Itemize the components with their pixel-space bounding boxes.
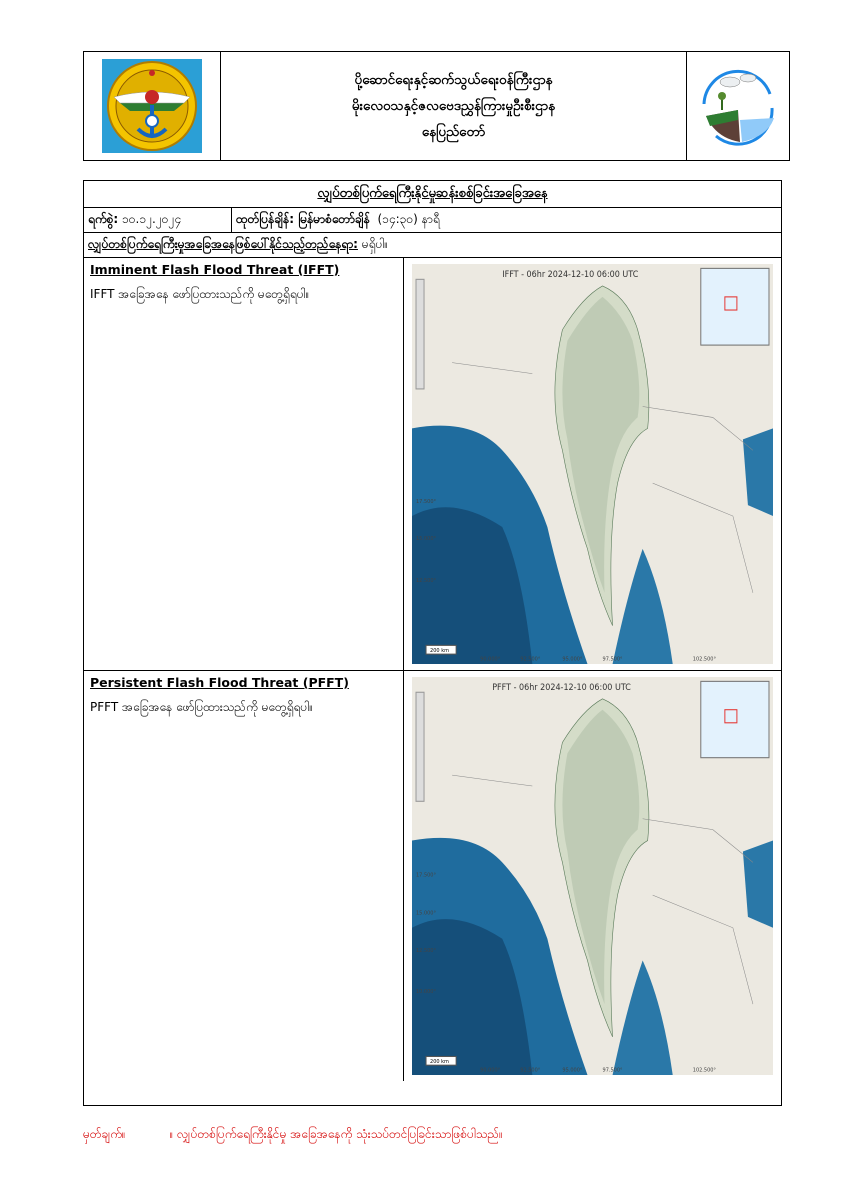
pfft-lon-label: 92.500° xyxy=(520,1067,541,1074)
letterhead xyxy=(83,51,790,161)
pfft-scale-bar: 200 km xyxy=(430,1058,449,1066)
ministry-emblem-icon xyxy=(100,57,204,155)
pfft-description: PFFT အခြေအနေ ဖော်ပြထားသည်ကို မတွေ့ရှိရပါ။ xyxy=(90,700,313,714)
ifft-text-cell xyxy=(84,258,404,670)
pfft-text-cell xyxy=(84,671,404,1081)
ifft-map-caption: IFFT - 06hr 2024-12-10 06:00 UTC xyxy=(502,268,639,280)
pfft-lon-label: 90.000° xyxy=(480,1067,501,1074)
bulletin-title: လျှပ်တစ်ပြက်ရေကြီးနိုင်မှုဆန်းစစ်ခြင်းအခြေအနေ xyxy=(84,181,781,208)
footnote-text: ။ လျှပ်တစ်ပြက်ရေကြီးနိုင်မှု အခြေအနေကို သုံးသပ်တင်ပြခြင်းသာဖြစ်ပါသည်။ xyxy=(169,1127,503,1141)
department-name: မိုးလေဝသနှင့်ဇလဗေဒညွှန်ကြားမှုဦးစီးဌာန xyxy=(351,98,556,114)
date-label: ရက်စွဲ: xyxy=(88,212,119,226)
date-cell xyxy=(84,208,232,232)
ifft-map-cell xyxy=(404,258,781,670)
issue-time-cell xyxy=(232,211,781,229)
ministry-logo-cell xyxy=(84,52,221,160)
ifft-panel xyxy=(84,258,781,671)
pfft-lon-label: 95.000° xyxy=(562,1067,583,1074)
pfft-heading: Persistent Flash Flood Threat (PFFT) xyxy=(90,675,349,690)
ministry-name: ပို့ဆောင်ရေးနှင့်ဆက်သွယ်ရေးဝန်ကြီးဌာန xyxy=(354,72,553,88)
pfft-lon-label: 102.500° xyxy=(692,1067,716,1074)
water-cycle-emblem-icon xyxy=(696,64,780,148)
pfft-panel xyxy=(84,671,781,1081)
ifft-map[interactable] xyxy=(412,264,773,664)
footnote xyxy=(83,1126,503,1144)
pfft-map-cell xyxy=(404,671,781,1081)
location-value: မရှိပါ။ xyxy=(361,237,389,251)
ifft-lon-label: 92.500° xyxy=(520,656,541,663)
pfft-map-caption: PFFT - 06hr 2024-12-10 06:00 UTC xyxy=(492,681,631,693)
date-value: ၁၀.၁၂.၂၀၂၄ xyxy=(122,212,182,226)
ifft-lon-label: 102.500° xyxy=(692,656,717,663)
ifft-scale-bar: 200 km xyxy=(430,647,450,655)
pfft-lon-label: 97.500° xyxy=(602,1067,623,1074)
pfft-map[interactable] xyxy=(412,677,773,1075)
pfft-lat-label: 17.500° xyxy=(416,872,436,879)
location-row xyxy=(84,233,781,258)
pfft-lat-label: 12.500° xyxy=(416,947,436,954)
ifft-lon-label: 97.500° xyxy=(602,656,623,663)
footnote-label: မှတ်ချက်။ xyxy=(83,1127,126,1141)
pfft-lat-label: 15.000° xyxy=(416,910,436,917)
location-label: လျှပ်တစ်ပြက်ရေကြီးမှုအခြေအနေဖြစ်ပေါ်နိုင်သည့်တည်နေရာ: xyxy=(88,237,358,251)
letterhead-title xyxy=(221,52,686,160)
ifft-lon-label: 90.000° xyxy=(480,656,501,663)
flash-flood-bulletin xyxy=(83,180,782,1106)
bulletin-meta-row xyxy=(84,208,781,233)
ifft-lat-label: 12.500° xyxy=(416,577,437,584)
pfft-lat-label: 10.000° xyxy=(416,989,436,996)
ifft-heading: Imminent Flash Flood Threat (IFFT) xyxy=(90,262,340,277)
issue-time-label: ထုတ်ပြန်ချိန်: မြန်မာစံတော်ချိန် xyxy=(236,212,370,226)
ifft-lat-label: 17.500° xyxy=(416,498,437,505)
ifft-lon-label: 95.000° xyxy=(562,656,583,663)
issue-time-value: (၁၄:၃၀) နာရီ xyxy=(377,212,440,226)
city-name: နေပြည်တော် xyxy=(421,124,486,140)
hydrology-logo-cell xyxy=(686,52,789,160)
ifft-lat-label: 15.000° xyxy=(416,535,437,543)
ifft-description: IFFT အခြေအနေ ဖော်ပြထားသည်ကို မတွေ့ရှိရပါ။ xyxy=(90,287,310,301)
